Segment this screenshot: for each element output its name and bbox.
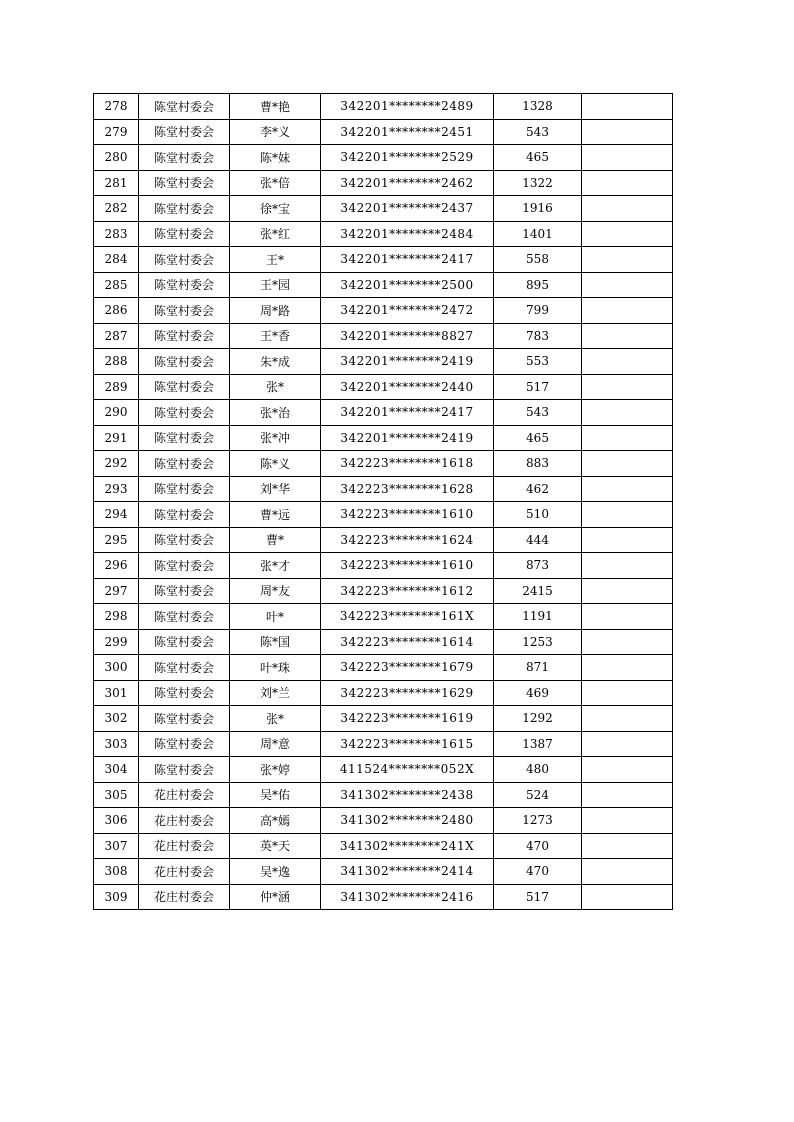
cell-blank: [582, 323, 673, 349]
cell-blank: [582, 833, 673, 859]
cell-blank: [582, 119, 673, 145]
cell-id: 342223********1618: [321, 451, 494, 477]
cell-blank: [582, 145, 673, 171]
cell-village: 陈堂村委会: [139, 629, 230, 655]
cell-blank: [582, 247, 673, 273]
cell-id: 342201********2472: [321, 298, 494, 324]
cell-blank: [582, 680, 673, 706]
cell-seq: 279: [94, 119, 139, 145]
cell-name: 张*: [230, 374, 321, 400]
cell-village: 陈堂村委会: [139, 655, 230, 681]
cell-seq: 305: [94, 782, 139, 808]
cell-name: 周*意: [230, 731, 321, 757]
cell-village: 陈堂村委会: [139, 272, 230, 298]
cell-amount: 524: [494, 782, 582, 808]
cell-seq: 285: [94, 272, 139, 298]
cell-seq: 300: [94, 655, 139, 681]
cell-id: 341302********241X: [321, 833, 494, 859]
table-row: [94, 323, 673, 349]
table-row: [94, 272, 673, 298]
cell-blank: [582, 272, 673, 298]
cell-seq: 283: [94, 221, 139, 247]
cell-seq: 281: [94, 170, 139, 196]
cell-blank: [582, 527, 673, 553]
cell-name: 曹*: [230, 527, 321, 553]
cell-seq: 288: [94, 349, 139, 375]
cell-id: 342201********2417: [321, 400, 494, 426]
records-table: [93, 93, 673, 910]
cell-id: 342201********2451: [321, 119, 494, 145]
cell-village: 陈堂村委会: [139, 476, 230, 502]
cell-name: 张*: [230, 706, 321, 732]
table-row: [94, 425, 673, 451]
cell-village: 陈堂村委会: [139, 578, 230, 604]
cell-seq: 278: [94, 94, 139, 120]
cell-amount: 470: [494, 833, 582, 859]
cell-seq: 309: [94, 884, 139, 910]
table-row: [94, 94, 673, 120]
cell-blank: [582, 757, 673, 783]
table-row: [94, 680, 673, 706]
cell-seq: 304: [94, 757, 139, 783]
cell-id: 342223********1610: [321, 502, 494, 528]
table-row: [94, 145, 673, 171]
cell-name: 陈*义: [230, 451, 321, 477]
cell-village: 陈堂村委会: [139, 425, 230, 451]
cell-village: 陈堂村委会: [139, 170, 230, 196]
cell-id: 341302********2480: [321, 808, 494, 834]
cell-name: 仲*涵: [230, 884, 321, 910]
cell-id: 342201********2419: [321, 349, 494, 375]
table-row: [94, 757, 673, 783]
cell-id: 342223********1615: [321, 731, 494, 757]
cell-seq: 306: [94, 808, 139, 834]
cell-amount: 1292: [494, 706, 582, 732]
cell-blank: [582, 476, 673, 502]
table-row: [94, 553, 673, 579]
table-row: [94, 349, 673, 375]
cell-amount: 462: [494, 476, 582, 502]
cell-village: 花庄村委会: [139, 782, 230, 808]
cell-amount: 1401: [494, 221, 582, 247]
cell-amount: 543: [494, 119, 582, 145]
cell-name: 王*香: [230, 323, 321, 349]
cell-seq: 307: [94, 833, 139, 859]
cell-name: 张*才: [230, 553, 321, 579]
cell-seq: 308: [94, 859, 139, 885]
table-row: [94, 298, 673, 324]
cell-id: 342223********1614: [321, 629, 494, 655]
table-row: [94, 655, 673, 681]
records-table-body: [94, 94, 673, 910]
cell-name: 叶*: [230, 604, 321, 630]
cell-seq: 301: [94, 680, 139, 706]
cell-village: 陈堂村委会: [139, 196, 230, 222]
cell-blank: [582, 374, 673, 400]
cell-village: 陈堂村委会: [139, 604, 230, 630]
cell-name: 英*天: [230, 833, 321, 859]
cell-village: 陈堂村委会: [139, 374, 230, 400]
cell-seq: 280: [94, 145, 139, 171]
cell-name: 刘*兰: [230, 680, 321, 706]
table-row: [94, 884, 673, 910]
cell-amount: 1253: [494, 629, 582, 655]
cell-id: 341302********2416: [321, 884, 494, 910]
cell-amount: 895: [494, 272, 582, 298]
cell-blank: [582, 578, 673, 604]
table-row: [94, 221, 673, 247]
cell-amount: 799: [494, 298, 582, 324]
cell-amount: 470: [494, 859, 582, 885]
cell-name: 王*园: [230, 272, 321, 298]
cell-village: 陈堂村委会: [139, 451, 230, 477]
cell-village: 陈堂村委会: [139, 221, 230, 247]
cell-name: 张*倍: [230, 170, 321, 196]
cell-seq: 289: [94, 374, 139, 400]
table-row: [94, 196, 673, 222]
cell-seq: 303: [94, 731, 139, 757]
cell-id: 342201********2462: [321, 170, 494, 196]
table-row: [94, 578, 673, 604]
cell-id: 342223********1679: [321, 655, 494, 681]
cell-seq: 287: [94, 323, 139, 349]
table-row: [94, 527, 673, 553]
cell-id: 342201********2419: [321, 425, 494, 451]
cell-amount: 543: [494, 400, 582, 426]
cell-seq: 299: [94, 629, 139, 655]
cell-amount: 783: [494, 323, 582, 349]
cell-seq: 295: [94, 527, 139, 553]
cell-amount: 1273: [494, 808, 582, 834]
cell-seq: 291: [94, 425, 139, 451]
cell-seq: 294: [94, 502, 139, 528]
cell-seq: 286: [94, 298, 139, 324]
cell-blank: [582, 221, 673, 247]
cell-village: 陈堂村委会: [139, 247, 230, 273]
cell-name: 周*友: [230, 578, 321, 604]
table-row: [94, 604, 673, 630]
cell-id: 341302********2414: [321, 859, 494, 885]
cell-name: 张*婷: [230, 757, 321, 783]
cell-blank: [582, 451, 673, 477]
cell-seq: 293: [94, 476, 139, 502]
cell-id: 341302********2438: [321, 782, 494, 808]
cell-blank: [582, 94, 673, 120]
cell-name: 曹*远: [230, 502, 321, 528]
cell-amount: 517: [494, 884, 582, 910]
cell-amount: 871: [494, 655, 582, 681]
cell-blank: [582, 782, 673, 808]
cell-blank: [582, 655, 673, 681]
cell-blank: [582, 859, 673, 885]
cell-name: 张*冲: [230, 425, 321, 451]
cell-seq: 302: [94, 706, 139, 732]
table-row: [94, 119, 673, 145]
cell-seq: 297: [94, 578, 139, 604]
cell-blank: [582, 808, 673, 834]
cell-name: 张*治: [230, 400, 321, 426]
cell-village: 陈堂村委会: [139, 119, 230, 145]
cell-blank: [582, 349, 673, 375]
cell-amount: 469: [494, 680, 582, 706]
cell-village: 花庄村委会: [139, 884, 230, 910]
cell-blank: [582, 731, 673, 757]
cell-blank: [582, 196, 673, 222]
cell-village: 陈堂村委会: [139, 298, 230, 324]
table-row: [94, 782, 673, 808]
cell-seq: 290: [94, 400, 139, 426]
cell-id: 342223********161X: [321, 604, 494, 630]
cell-blank: [582, 170, 673, 196]
cell-id: 342223********1629: [321, 680, 494, 706]
cell-village: 花庄村委会: [139, 859, 230, 885]
table-row: [94, 502, 673, 528]
table-row: [94, 808, 673, 834]
cell-village: 陈堂村委会: [139, 680, 230, 706]
cell-amount: 558: [494, 247, 582, 273]
cell-blank: [582, 502, 673, 528]
table-row: [94, 247, 673, 273]
cell-blank: [582, 298, 673, 324]
cell-seq: 282: [94, 196, 139, 222]
cell-village: 陈堂村委会: [139, 757, 230, 783]
cell-id: 342223********1610: [321, 553, 494, 579]
cell-village: 花庄村委会: [139, 808, 230, 834]
cell-amount: 873: [494, 553, 582, 579]
cell-amount: 1387: [494, 731, 582, 757]
cell-amount: 553: [494, 349, 582, 375]
cell-village: 陈堂村委会: [139, 527, 230, 553]
cell-blank: [582, 400, 673, 426]
cell-name: 吴*逸: [230, 859, 321, 885]
cell-blank: [582, 425, 673, 451]
table-row: [94, 476, 673, 502]
cell-name: 高*嫣: [230, 808, 321, 834]
cell-name: 王*: [230, 247, 321, 273]
table-row: [94, 629, 673, 655]
cell-name: 陈*妹: [230, 145, 321, 171]
cell-seq: 292: [94, 451, 139, 477]
cell-id: 342223********1619: [321, 706, 494, 732]
cell-village: 陈堂村委会: [139, 349, 230, 375]
cell-id: 342201********2489: [321, 94, 494, 120]
table-row: [94, 400, 673, 426]
cell-id: 342223********1624: [321, 527, 494, 553]
cell-id: 411524********052X: [321, 757, 494, 783]
cell-name: 叶*珠: [230, 655, 321, 681]
cell-amount: 510: [494, 502, 582, 528]
cell-village: 陈堂村委会: [139, 731, 230, 757]
table-row: [94, 374, 673, 400]
cell-id: 342201********2437: [321, 196, 494, 222]
cell-amount: 444: [494, 527, 582, 553]
cell-id: 342201********2417: [321, 247, 494, 273]
cell-village: 陈堂村委会: [139, 400, 230, 426]
table-row: [94, 706, 673, 732]
table-row: [94, 859, 673, 885]
cell-blank: [582, 553, 673, 579]
cell-id: 342223********1628: [321, 476, 494, 502]
cell-seq: 296: [94, 553, 139, 579]
table-row: [94, 731, 673, 757]
cell-name: 张*红: [230, 221, 321, 247]
cell-blank: [582, 629, 673, 655]
cell-blank: [582, 884, 673, 910]
cell-name: 曹*艳: [230, 94, 321, 120]
cell-id: 342201********2500: [321, 272, 494, 298]
cell-amount: 1328: [494, 94, 582, 120]
cell-amount: 1191: [494, 604, 582, 630]
cell-name: 吴*佑: [230, 782, 321, 808]
cell-amount: 1916: [494, 196, 582, 222]
cell-amount: 465: [494, 425, 582, 451]
cell-id: 342201********2529: [321, 145, 494, 171]
table-row: [94, 833, 673, 859]
cell-village: 陈堂村委会: [139, 94, 230, 120]
cell-amount: 465: [494, 145, 582, 171]
cell-name: 李*义: [230, 119, 321, 145]
cell-amount: 1322: [494, 170, 582, 196]
cell-amount: 883: [494, 451, 582, 477]
cell-amount: 480: [494, 757, 582, 783]
cell-amount: 517: [494, 374, 582, 400]
cell-id: 342223********1612: [321, 578, 494, 604]
cell-blank: [582, 706, 673, 732]
cell-name: 朱*成: [230, 349, 321, 375]
table-row: [94, 451, 673, 477]
cell-id: 342201********8827: [321, 323, 494, 349]
cell-blank: [582, 604, 673, 630]
cell-village: 陈堂村委会: [139, 145, 230, 171]
cell-seq: 298: [94, 604, 139, 630]
cell-village: 花庄村委会: [139, 833, 230, 859]
cell-id: 342201********2484: [321, 221, 494, 247]
table-row: [94, 170, 673, 196]
cell-name: 周*路: [230, 298, 321, 324]
cell-id: 342201********2440: [321, 374, 494, 400]
cell-village: 陈堂村委会: [139, 323, 230, 349]
cell-seq: 284: [94, 247, 139, 273]
cell-amount: 2415: [494, 578, 582, 604]
cell-name: 徐*宝: [230, 196, 321, 222]
cell-name: 刘*华: [230, 476, 321, 502]
cell-village: 陈堂村委会: [139, 553, 230, 579]
cell-village: 陈堂村委会: [139, 706, 230, 732]
cell-name: 陈*国: [230, 629, 321, 655]
cell-village: 陈堂村委会: [139, 502, 230, 528]
